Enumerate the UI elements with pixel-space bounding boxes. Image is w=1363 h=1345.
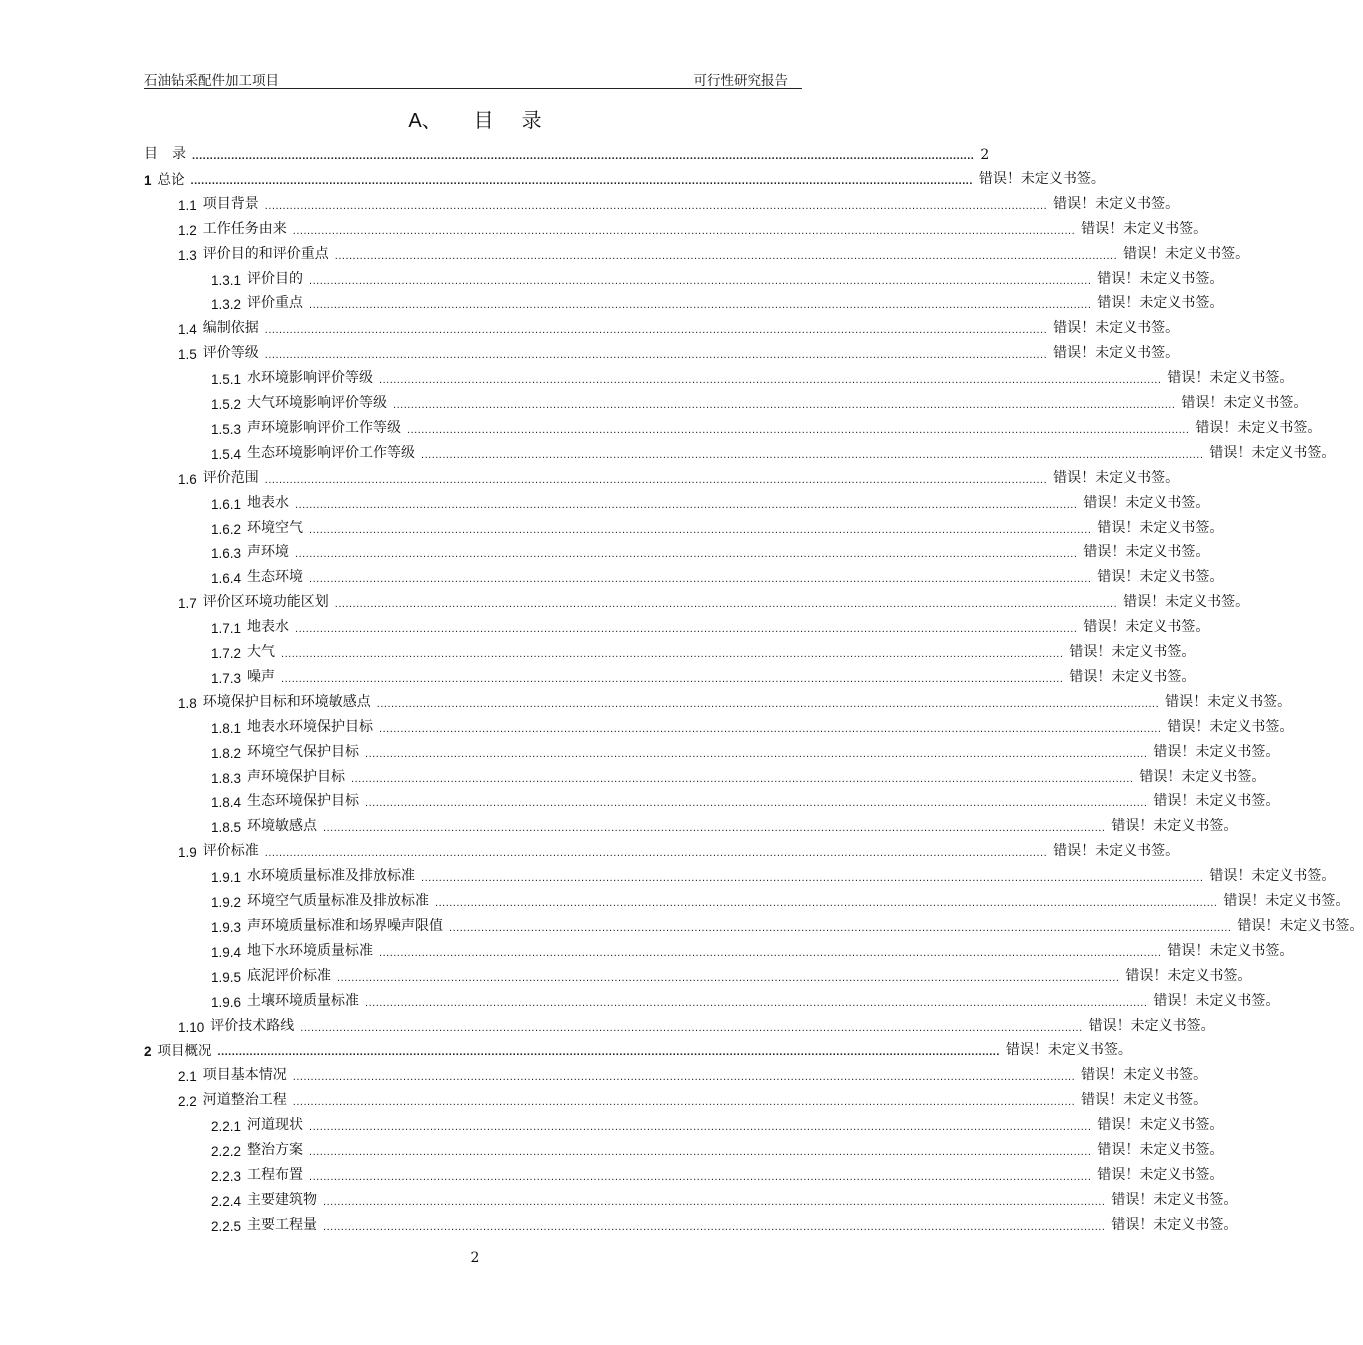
toc-title-char-2: 录 (521, 108, 542, 132)
toc-entry-label: 地下水环境质量标准 (247, 942, 374, 959)
toc-entry-page: 错误！未定义书签。 (1153, 992, 1280, 1009)
toc-leader-dots: ............................................................................................................................................................................................................................ (309, 523, 1092, 536)
toc-entry-page: 错误！未定义书签。 (1053, 843, 1180, 860)
toc-entry-number: 2.2.4 (211, 1193, 242, 1209)
toc-entry-number: 2 (144, 1044, 152, 1060)
toc-entry[interactable] (211, 539, 1210, 562)
toc-entry-label: 主要工程量 (247, 1216, 318, 1233)
toc-entry[interactable] (211, 1187, 1238, 1209)
toc-entry-page: 错误！未定义书签。 (1097, 519, 1224, 536)
toc-entry-label: 大气环境影响评价等级 (247, 395, 388, 411)
toc-leader-dots: ............................................................................................................................................................................................................................ (295, 498, 1078, 511)
toc-entry-page: 错误！未定义书签。 (1053, 195, 1180, 212)
toc-leader-dots: ............................................................................................................................................................................................................................ (393, 399, 1176, 411)
toc-entry-label: 评价目的和评价重点 (202, 245, 329, 262)
toc-leader-dots: ............................................................................................................................................................................................................................ (323, 822, 1106, 835)
toc-entry-label: 大气 (247, 644, 276, 660)
toc-leader-dots: ............................................................................................................................................................................................................................ (323, 1195, 1106, 1208)
toc-entry-number: 1.6.3 (211, 546, 242, 562)
toc-entry[interactable] (178, 589, 1250, 612)
toc-entry-page: 错误！未定义书签。 (1167, 718, 1294, 735)
toc-leader-dots: ............................................................................................................................................................................................................................ (334, 598, 1118, 611)
toc-entry-number: 1.7.1 (211, 621, 242, 637)
toc-leader-dots: ............................................................................................................................................................................................................................ (295, 623, 1078, 636)
toc-leader-dots: ............................................................................................................................................................................................................................ (449, 921, 1232, 934)
toc-entry-label: 工程布置 (247, 1166, 304, 1183)
toc-entry[interactable] (211, 938, 1294, 960)
toc-leader-dots: ............................................................................................................................................................................................................................ (309, 1146, 1092, 1158)
toc-entry-page: 错误！未定义书签。 (1097, 295, 1224, 312)
toc-entry-page: 错误！未定义书签。 (1123, 245, 1250, 262)
toc-leader-dots: ............................................................................................................................................................................................................................ (351, 772, 1134, 785)
toc-entry-label: 项目基本情况 (202, 1067, 287, 1084)
toc-entry[interactable] (211, 614, 1210, 637)
header-report-type: 可行性研究报告 (693, 73, 788, 89)
toc-entry[interactable] (211, 639, 1196, 661)
toc-entry-page: 错误！未定义书签。 (1081, 220, 1208, 237)
toc-entry-label: 主要建筑物 (247, 1191, 318, 1208)
toc-leader-dots: ............................................................................................................................................................................................................................ (192, 150, 975, 162)
toc-entry-label: 土壤环境质量标准 (247, 992, 360, 1009)
toc-entry-number: 1.5.2 (211, 397, 242, 412)
toc-entry-label: 生态环境 (247, 569, 304, 586)
toc-entry-page: 错误！未定义书签。 (1209, 868, 1336, 885)
toc-entry[interactable] (178, 241, 1250, 263)
toc-leader-dots: ............................................................................................................................................................................................................................ (376, 697, 1160, 710)
toc-entry-label: 评价目的 (247, 270, 304, 287)
toc-entry-page: 错误！未定义书签。 (1069, 668, 1196, 685)
toc-entry-label: 水环境质量标准及排放标准 (247, 868, 416, 885)
toc-entry-number: 1.7 (178, 596, 197, 612)
toc-entry-number: 1.2 (178, 222, 197, 238)
toc-entry-page: 错误！未定义书签。 (1053, 469, 1180, 486)
toc-leader-dots: ............................................................................................................................................................................................................................ (292, 224, 1076, 237)
toc-entry-label: 整治方案 (247, 1142, 304, 1158)
toc-leader-dots: ............................................................................................................................................................................................................................ (264, 473, 1048, 486)
toc-entry-number: 1.6 (178, 471, 197, 487)
toc-entry-label: 评价等级 (202, 345, 259, 362)
toc-entry-number: 2.2.2 (211, 1144, 242, 1159)
toc-entry-number: 1.4 (178, 322, 197, 338)
toc-entry-number: 1.5.4 (211, 446, 242, 462)
toc-entry-page: 错误！未定义书签。 (1053, 345, 1180, 362)
toc-entry-number: 1.9.6 (211, 994, 242, 1010)
toc-entry-label: 生态环境保护目标 (247, 793, 360, 810)
toc-entry-number: 1.10 (178, 1019, 205, 1035)
toc-entry[interactable] (211, 440, 1336, 462)
toc-entry-page: 错误！未定义书签。 (1097, 1142, 1224, 1158)
toc-entry-label: 底泥评价标准 (247, 967, 332, 984)
toc-entry[interactable] (144, 141, 990, 163)
toc-leader-dots: ............................................................................................................................................................................................................................ (292, 1071, 1076, 1084)
toc-entry[interactable] (211, 764, 1266, 786)
toc-leader-dots: ............................................................................................................................................................................................................................ (309, 573, 1092, 586)
toc-entry-label: 编制依据 (202, 320, 259, 337)
toc-entry-label: 水环境影响评价等级 (247, 370, 374, 387)
toc-entry-label: 地表水 (247, 619, 290, 636)
toc-entry-label: 项目背景 (202, 195, 259, 212)
toc-entry[interactable] (211, 739, 1280, 761)
toc-entry-number: 2.2.5 (211, 1218, 242, 1234)
toc-entry-number: 1.9.5 (211, 969, 242, 985)
toc-entry-number: 1.7.3 (211, 670, 242, 686)
toc-entry-page: 错误！未定义书签。 (1153, 793, 1280, 810)
toc-entry-label: 评价标准 (202, 843, 259, 860)
toc-entry-number: 2.1 (178, 1069, 197, 1085)
toc-entry-number: 1.5.1 (211, 372, 242, 388)
toc-entry-number: 1.8.1 (211, 720, 242, 736)
toc-entry[interactable] (211, 988, 1280, 1010)
toc-leader-dots: ............................................................................................................................................................................................................................ (379, 374, 1162, 387)
toc-entry[interactable] (211, 365, 1294, 388)
toc-entry-label: 总论 (157, 171, 185, 188)
toc-entry-page: 错误！未定义书签。 (1097, 1166, 1224, 1183)
toc-entry-page: 错误！未定义书签。 (1209, 444, 1336, 461)
toc-entry-label: 环境空气质量标准及排放标准 (247, 893, 430, 909)
toc-entry-label: 目 录 (144, 146, 186, 162)
toc-leader-dots: ............................................................................................................................................................................................................................ (281, 648, 1064, 660)
toc-entry-page: 错误！未定义书签。 (1153, 743, 1280, 760)
toc-entry[interactable] (178, 465, 1180, 487)
toc-entry[interactable] (211, 888, 1350, 910)
toc-entry-page: 错误！未定义书签。 (1097, 569, 1224, 586)
toc-entry-page: 错误！未定义书签。 (1111, 818, 1238, 835)
toc-entry-label: 噪声 (247, 668, 276, 685)
toc-entry-label: 声环境 (247, 544, 290, 561)
toc-leader-dots: ............................................................................................................................................................................................................................ (309, 1170, 1092, 1183)
toc-leader-dots: ............................................................................................................................................................................................................................ (365, 747, 1148, 760)
toc-entry-page: 错误！未定义书签。 (1165, 693, 1292, 710)
toc-entry[interactable] (211, 863, 1336, 886)
toc-entry-number: 1.6.2 (211, 521, 242, 537)
toc-entry-page: 错误！未定义书签。 (1195, 419, 1322, 436)
toc-entry-label: 河道现状 (247, 1117, 304, 1134)
toc-entry-number: 1.5.3 (211, 421, 242, 437)
toc-entry-label: 环境保护目标和环境敏感点 (202, 693, 371, 710)
toc-leader-dots: ............................................................................................................................................................................................................................ (323, 1220, 1106, 1233)
toc-leader-dots: ............................................................................................................................................................................................................................ (379, 722, 1162, 735)
toc-entry-number: 2.2.1 (211, 1119, 242, 1135)
toc-entry-page: 错误！未定义书签。 (1088, 1017, 1215, 1034)
toc-entry[interactable] (211, 664, 1196, 686)
toc-entry-label: 河道整治工程 (202, 1092, 287, 1109)
toc-entry-number: 1.3.1 (211, 272, 242, 288)
toc-entry-number: 1.3.2 (211, 297, 242, 313)
toc-entry[interactable] (178, 191, 1180, 213)
toc-entry[interactable] (178, 689, 1292, 711)
toc-leader-dots: ............................................................................................................................................................................................................................ (337, 971, 1120, 984)
toc-entry-page: 错误！未定义书签。 (1223, 893, 1350, 909)
toc-entry-label: 环境敏感点 (247, 818, 318, 835)
toc-entry-number: 1.9.4 (211, 944, 242, 960)
toc-entry[interactable] (211, 813, 1238, 836)
toc-entry[interactable] (144, 166, 1105, 188)
toc-entry-number: 1.8 (178, 695, 197, 711)
toc-entry[interactable] (211, 415, 1322, 437)
toc-entry-label: 评价范围 (202, 469, 259, 486)
toc-entry-number: 1.7.2 (211, 646, 242, 661)
toc-entry-number: 2.2 (178, 1094, 197, 1110)
toc-entry-page: 错误！未定义书签。 (1139, 768, 1266, 785)
toc-entry[interactable] (211, 714, 1294, 736)
toc-entry[interactable] (211, 1137, 1224, 1159)
toc-leader-dots: ............................................................................................................................................................................................................................ (309, 299, 1092, 312)
toc-entry-page: 错误！未定义书签。 (1083, 619, 1210, 636)
toc-leader-dots: ............................................................................................................................................................................................................................ (421, 872, 1204, 885)
toc-entry-number: 1.1 (178, 197, 197, 213)
toc-entry-number: 1.3 (178, 247, 197, 263)
toc-entry-page: 错误！未定义书签。 (978, 170, 1105, 187)
toc-leader-dots: ............................................................................................................................................................................................................................ (435, 897, 1218, 909)
toc-entry[interactable] (144, 1037, 1132, 1060)
toc-entry-label: 声环境质量标准和场界噪声限值 (247, 917, 444, 934)
toc-entry-number: 1.9.3 (211, 919, 242, 935)
toc-entry-page: 错误！未定义书签。 (1097, 1117, 1224, 1134)
toc-leader-dots: ............................................................................................................................................................................................................................ (365, 996, 1148, 1009)
toc-leader-dots: ............................................................................................................................................................................................................................ (295, 548, 1078, 561)
toc-entry[interactable] (178, 1013, 1215, 1035)
toc-title-char-1: 目 (473, 108, 494, 132)
toc-entry-number: 1.8.3 (211, 770, 242, 786)
toc-entry-page: 错误！未定义书签。 (1237, 917, 1363, 934)
toc-entry[interactable] (211, 963, 1252, 985)
toc-entry-page: 错误！未定义书签。 (1069, 644, 1196, 660)
toc-entry-page: 错误！未定义书签。 (1053, 320, 1180, 337)
toc-entry-page: 错误！未定义书签。 (1125, 967, 1252, 984)
toc-entry[interactable] (211, 1212, 1238, 1234)
toc-entry[interactable] (178, 1087, 1208, 1110)
toc-entry-page: 错误！未定义书签。 (1083, 494, 1210, 511)
toc-entry-label: 声环境保护目标 (247, 768, 346, 785)
toc-leader-dots: ............................................................................................................................................................................................................................ (217, 1046, 1000, 1059)
toc-entry-number: 1 (144, 172, 152, 188)
toc-entry-page: 错误！未定义书签。 (1181, 395, 1308, 411)
toc-entry-number: 1.9.2 (211, 895, 242, 910)
toc-entry-label: 项目概况 (157, 1043, 212, 1060)
toc-leader-dots: ............................................................................................................................................................................................................................ (365, 797, 1148, 810)
toc-entry-label: 地表水 (247, 494, 290, 511)
toc-entry-page: 错误！未定义书签。 (1081, 1092, 1208, 1109)
toc-entry[interactable] (211, 788, 1280, 811)
toc-title-prefix: A、 (408, 110, 442, 132)
toc-entry[interactable] (211, 1112, 1224, 1135)
toc-leader-dots: ............................................................................................................................................................................................................................ (264, 324, 1048, 337)
header-project-name: 石油钻采配件加工项目 (144, 73, 279, 89)
toc-entry-number: 1.6.4 (211, 571, 242, 587)
toc-entry[interactable] (178, 315, 1180, 338)
toc-leader-dots: ............................................................................................................................................................................................................................ (300, 1021, 1083, 1034)
toc-entry[interactable] (211, 913, 1363, 935)
page-header (144, 68, 802, 89)
toc-entry[interactable] (211, 564, 1224, 587)
toc-leader-dots: ............................................................................................................................................................................................................................ (334, 249, 1118, 262)
toc-leader-dots: ............................................................................................................................................................................................................................ (309, 1121, 1092, 1134)
toc-leader-dots: ............................................................................................................................................................................................................................ (264, 349, 1048, 362)
toc-entry-label: 地表水环境保护目标 (247, 718, 374, 735)
toc-entry-label: 评价区环境功能区划 (202, 594, 329, 611)
toc-entry[interactable] (178, 340, 1180, 363)
toc-entry[interactable] (211, 1162, 1224, 1184)
toc-leader-dots: ............................................................................................................................................................................................................................ (421, 448, 1204, 461)
toc-entry-page: 错误！未定义书签。 (1081, 1067, 1208, 1084)
toc-entry-number: 1.5 (178, 347, 197, 363)
toc-entry-label: 环境空气保护目标 (247, 743, 360, 760)
toc-entry-page: 错误！未定义书签。 (1111, 1216, 1238, 1233)
toc-entry-label: 评价重点 (247, 295, 304, 312)
toc-leader-dots: ............................................................................................................................................................................................................................ (190, 174, 973, 187)
toc-entry-number: 1.8.4 (211, 795, 242, 811)
toc-entry-page: 错误！未定义书签。 (1167, 942, 1294, 959)
toc-entry[interactable] (178, 838, 1180, 861)
toc-entry-number: 1.9 (178, 845, 197, 861)
toc-entry[interactable] (211, 290, 1224, 313)
toc-entry[interactable] (211, 390, 1308, 412)
toc-entry[interactable] (178, 1062, 1208, 1085)
toc-entry-number: 1.8.5 (211, 820, 242, 836)
toc-entry-page: 错误！未定义书签。 (1167, 370, 1294, 387)
page-number: 2 (470, 1250, 480, 1266)
toc-entry-page: 错误！未定义书签。 (1097, 270, 1224, 287)
toc-entry-label: 工作任务由来 (202, 220, 287, 237)
toc-leader-dots: ............................................................................................................................................................................................................................ (379, 946, 1162, 959)
toc-title (0, 104, 950, 133)
toc-leader-dots: ............................................................................................................................................................................................................................ (292, 1096, 1076, 1109)
toc-entry-page: 错误！未定义书签。 (1123, 594, 1250, 611)
toc-leader-dots: ............................................................................................................................................................................................................................ (264, 199, 1048, 212)
toc-entry-label: 声环境影响评价工作等级 (247, 419, 402, 436)
toc-entry-number: 1.6.1 (211, 496, 242, 512)
toc-entry-number: 1.8.2 (211, 745, 242, 761)
toc-entry[interactable] (211, 490, 1210, 512)
toc-leader-dots: ............................................................................................................................................................................................................................ (281, 672, 1064, 685)
toc-leader-dots: ............................................................................................................................................................................................................................ (264, 847, 1048, 860)
toc-entry-number: 2.2.3 (211, 1168, 242, 1184)
toc-entry[interactable] (211, 515, 1224, 537)
toc-entry[interactable] (178, 216, 1208, 238)
toc-entry[interactable] (211, 266, 1224, 288)
toc-entry-label: 生态环境影响评价工作等级 (247, 444, 416, 461)
toc-entry-page: 错误！未定义书签。 (1111, 1191, 1238, 1208)
toc-entry-page: 错误！未定义书签。 (1005, 1042, 1132, 1059)
toc-entry-page: 错误！未定义书签。 (1083, 544, 1210, 561)
toc-leader-dots: ............................................................................................................................................................................................................................ (407, 423, 1190, 436)
toc-entry-label: 评价技术路线 (210, 1017, 295, 1034)
toc-leader-dots: ............................................................................................................................................................................................................................ (309, 274, 1092, 287)
toc-entry-page: 2 (980, 147, 990, 163)
toc-entry-number: 1.9.1 (211, 870, 242, 886)
toc-entry-label: 环境空气 (247, 519, 304, 536)
